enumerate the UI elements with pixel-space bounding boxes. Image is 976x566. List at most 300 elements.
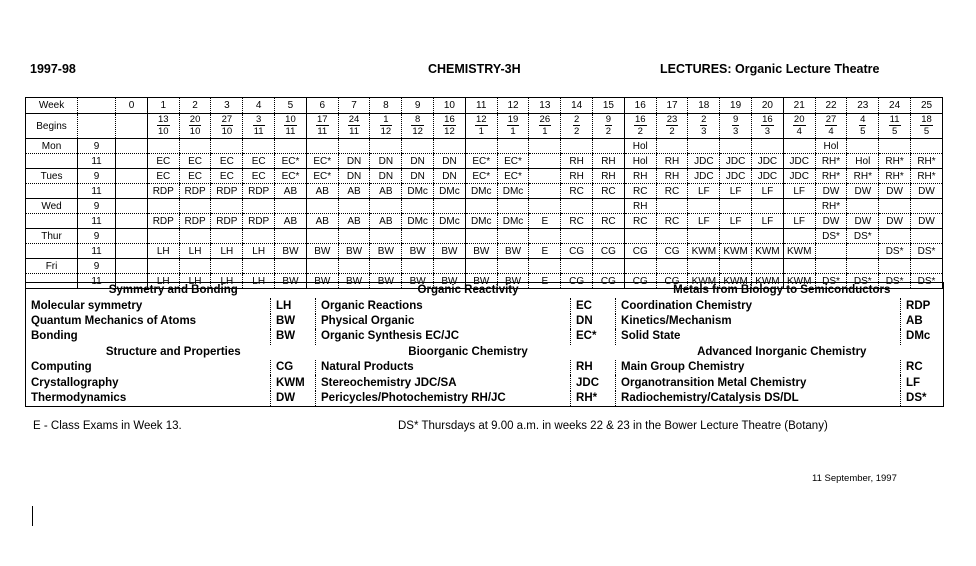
- schedule-cell: BW: [434, 274, 466, 289]
- schedule-cell: [465, 199, 497, 214]
- schedule-cell: RDP: [243, 184, 275, 199]
- legend-section-heading: Structure and Properties: [105, 345, 241, 358]
- legend-course-name: Coordination Chemistry: [616, 298, 901, 313]
- legend-course-name: Kinetics/Mechanism: [616, 314, 901, 329]
- begins-date-cell: [720, 114, 752, 139]
- week-start-day: 20: [189, 114, 201, 125]
- week-start-month: 11: [253, 126, 264, 137]
- schedule-cell: RDP: [243, 214, 275, 229]
- week-number-cell: 22: [815, 98, 847, 114]
- schedule-cell: EC: [211, 169, 243, 184]
- schedule-cell: LH: [179, 274, 211, 289]
- schedule-cell: RC: [593, 214, 625, 229]
- week-number-cell: 24: [879, 98, 911, 114]
- week-start-date: [539, 114, 552, 137]
- week-start-date: [859, 114, 866, 137]
- schedule-cell: LH: [179, 244, 211, 259]
- week-start-month: 12: [412, 126, 423, 137]
- week-number-cell: 0: [116, 98, 148, 114]
- schedule-cell: [847, 139, 879, 154]
- begins-date-cell: [911, 114, 943, 139]
- schedule-cell: [497, 259, 529, 274]
- text-caret: [32, 506, 33, 526]
- schedule-cell: [116, 244, 148, 259]
- week-start-month: 4: [796, 126, 802, 137]
- week-start-day: 26: [539, 114, 551, 125]
- schedule-cell: [911, 259, 943, 274]
- schedule-cell: [815, 259, 847, 274]
- week-start-month: 12: [380, 126, 392, 137]
- schedule-cell: KWM: [783, 274, 815, 289]
- schedule-cell: EC*: [275, 169, 307, 184]
- schedule-cell: [116, 169, 148, 184]
- legend-course-name: Main Group Chemistry: [616, 360, 901, 375]
- week-start-month: 11: [317, 126, 328, 137]
- legend-course-name: Crystallography: [26, 375, 271, 390]
- week-number-cell: 9: [402, 98, 434, 114]
- schedule-cell: [243, 229, 275, 244]
- schedule-cell: [783, 229, 815, 244]
- timetable-week-header-row: [26, 98, 943, 114]
- schedule-cell: [529, 229, 561, 244]
- time-label-11: 11: [78, 184, 116, 199]
- schedule-cell: DN: [338, 169, 370, 184]
- week-number-cell: 18: [688, 98, 720, 114]
- day-label-mon-cont: [26, 154, 78, 169]
- schedule-cell: [720, 229, 752, 244]
- schedule-cell: LH: [211, 274, 243, 289]
- schedule-cell: [529, 259, 561, 274]
- schedule-cell: [179, 139, 211, 154]
- schedule-cell: [275, 199, 307, 214]
- schedule-cell: [497, 229, 529, 244]
- legend-section-heading: Advanced Inorganic Chemistry: [697, 345, 867, 358]
- schedule-cell: CG: [593, 274, 625, 289]
- legend-section-heading: Bioorganic Chemistry: [408, 345, 528, 358]
- schedule-cell: [211, 229, 243, 244]
- schedule-cell: KWM: [783, 244, 815, 259]
- week-start-day: 2: [701, 114, 707, 125]
- legend-lecturer-code: RDP: [901, 298, 944, 313]
- week-start-date: [443, 114, 456, 137]
- schedule-cell: [529, 139, 561, 154]
- schedule-cell: [720, 199, 752, 214]
- legend-lecturer-code: LH: [271, 298, 316, 313]
- schedule-cell: [847, 244, 879, 259]
- footnote-ds-note: DS* Thursdays at 9.00 a.m. in weeks 22 & 23 in the Bower Lecture Theatre (Botany): [398, 420, 828, 432]
- schedule-cell: BW: [338, 244, 370, 259]
- schedule-cell: LF: [783, 184, 815, 199]
- document-date: 11 September, 1997: [812, 473, 897, 484]
- lectures-venue-label: LECTURES: Organic Lecture Theatre: [660, 62, 880, 76]
- schedule-cell: [465, 139, 497, 154]
- day-label-tues-cont: [26, 184, 78, 199]
- legend-row: [26, 329, 944, 344]
- schedule-cell: [116, 139, 148, 154]
- week-start-month: 12: [444, 126, 455, 137]
- day-label-thur: Thur: [26, 229, 78, 244]
- schedule-cell: DS*: [879, 274, 911, 289]
- legend-section-heading: Metals from Biology to Semiconductors: [673, 284, 891, 297]
- schedule-cell: RH*: [911, 169, 943, 184]
- schedule-cell: [720, 139, 752, 154]
- schedule-cell: [370, 199, 402, 214]
- timetable-container: [25, 97, 943, 289]
- schedule-cell: DMc: [402, 184, 434, 199]
- legend-lecturer-code: LF: [901, 375, 944, 390]
- schedule-cell: [783, 259, 815, 274]
- week-start-date: [507, 114, 520, 137]
- timetable-row-tues-11: [26, 184, 943, 199]
- week-number-cell: 16: [624, 98, 656, 114]
- timetable-row-thur-9: [26, 229, 943, 244]
- schedule-cell: [752, 229, 784, 244]
- schedule-cell: [116, 229, 148, 244]
- week-start-day: 9: [605, 114, 612, 125]
- schedule-cell: EC: [211, 154, 243, 169]
- schedule-cell: RH: [624, 169, 656, 184]
- week-number-cell: 20: [752, 98, 784, 114]
- timetable-row-mon-11: [26, 154, 943, 169]
- week-start-date: [253, 114, 265, 137]
- legend-section-heading: Symmetry and Bonding: [108, 284, 238, 297]
- legend-course-name: Molecular symmetry: [26, 298, 271, 313]
- schedule-cell: [275, 259, 307, 274]
- schedule-cell: DW: [879, 214, 911, 229]
- week-number-cell: 6: [306, 98, 338, 114]
- schedule-cell: [402, 229, 434, 244]
- schedule-cell: DS*: [815, 229, 847, 244]
- schedule-cell: AB: [275, 214, 307, 229]
- schedule-cell: [434, 139, 466, 154]
- schedule-cell: DMc: [434, 214, 466, 229]
- schedule-cell: DN: [370, 169, 402, 184]
- schedule-cell: [402, 199, 434, 214]
- schedule-cell: [306, 229, 338, 244]
- timetable-row-tues-9: [26, 169, 943, 184]
- legend-lecturer-code: DS*: [901, 391, 944, 407]
- schedule-cell: RH*: [815, 154, 847, 169]
- schedule-cell: JDC: [720, 154, 752, 169]
- legend-section-heading: Organic Reactivity: [417, 284, 519, 297]
- schedule-cell: [116, 184, 148, 199]
- week-start-day: 27: [825, 114, 837, 125]
- schedule-cell: JDC: [688, 154, 720, 169]
- schedule-cell: RH*: [879, 169, 911, 184]
- week-number-cell: 10: [434, 98, 466, 114]
- schedule-cell: DW: [847, 214, 879, 229]
- schedule-cell: RC: [624, 184, 656, 199]
- begins-date-cell: [434, 114, 466, 139]
- week-start-day: 13: [157, 114, 169, 125]
- schedule-cell: DW: [847, 184, 879, 199]
- legend-lecturer-code: KWM: [271, 375, 316, 390]
- legend-course-name: Computing: [26, 360, 271, 375]
- schedule-cell: [465, 259, 497, 274]
- schedule-cell: BW: [465, 244, 497, 259]
- schedule-cell: LF: [720, 184, 752, 199]
- lecture-timetable: [25, 97, 943, 289]
- schedule-cell: [656, 199, 688, 214]
- time-label-9: 9: [78, 169, 116, 184]
- schedule-cell: DS*: [911, 244, 943, 259]
- week-start-date: [700, 114, 707, 137]
- schedule-cell: [815, 244, 847, 259]
- schedule-cell: EC: [243, 154, 275, 169]
- legend-course-name: Natural Products: [316, 360, 571, 375]
- schedule-cell: [179, 199, 211, 214]
- week-number-cell: 1: [147, 98, 179, 114]
- footnote-class-exams: E - Class Exams in Week 13.: [33, 420, 182, 432]
- legend-course-name: Thermodynamics: [26, 391, 271, 407]
- schedule-cell: DS*: [847, 229, 879, 244]
- schedule-cell: CG: [656, 274, 688, 289]
- schedule-cell: [879, 199, 911, 214]
- schedule-cell: [306, 139, 338, 154]
- begins-date-cell: [179, 114, 211, 139]
- schedule-cell: LF: [688, 214, 720, 229]
- week-start-month: 5: [923, 126, 930, 137]
- schedule-cell: CG: [656, 244, 688, 259]
- week-start-date: [732, 114, 739, 137]
- timetable-row-wed-9: [26, 199, 943, 214]
- schedule-cell: [402, 259, 434, 274]
- schedule-cell: CG: [624, 274, 656, 289]
- schedule-cell: AB: [275, 184, 307, 199]
- legend-course-name: Organic Synthesis EC/JC: [316, 329, 571, 344]
- schedule-cell: [783, 139, 815, 154]
- week-number-cell: 21: [783, 98, 815, 114]
- week-start-day: 23: [666, 114, 678, 125]
- timetable-row-wed-11: [26, 214, 943, 229]
- begins-date-cell: [624, 114, 656, 139]
- academic-year-label: 1997-98: [30, 62, 76, 76]
- week-start-month: 3: [732, 126, 739, 137]
- schedule-cell: KWM: [688, 274, 720, 289]
- week-start-month: 11: [285, 126, 296, 137]
- week-start-day: 8: [411, 114, 424, 126]
- schedule-cell: [561, 139, 593, 154]
- week-start-month: 3: [701, 126, 707, 137]
- schedule-cell: AB: [306, 184, 338, 199]
- week-start-day: 10: [285, 114, 296, 125]
- begins-date-cell: [497, 114, 529, 139]
- schedule-cell: KWM: [688, 244, 720, 259]
- begins-date-cell: [116, 114, 148, 139]
- schedule-cell: RDP: [179, 184, 211, 199]
- schedule-cell: BW: [338, 274, 370, 289]
- week-start-month: 1: [478, 126, 484, 137]
- schedule-cell: DN: [402, 169, 434, 184]
- schedule-cell: [434, 259, 466, 274]
- begins-date-cell: [211, 114, 243, 139]
- schedule-cell: [593, 199, 625, 214]
- week-number-cell: 15: [593, 98, 625, 114]
- week-start-date: [221, 114, 234, 137]
- begins-date-cell: [243, 114, 275, 139]
- week-start-date: [666, 114, 679, 137]
- day-label-wed: Wed: [26, 199, 78, 214]
- week-number-cell: 25: [911, 98, 943, 114]
- schedule-cell: JDC: [752, 154, 784, 169]
- week-number-cell: 7: [338, 98, 370, 114]
- week-start-month: 10: [221, 126, 233, 137]
- legend-lecturer-code: BW: [271, 329, 316, 344]
- legend-section-row-top: [26, 283, 944, 299]
- legend-lecturer-code: RH: [571, 360, 616, 375]
- schedule-cell: [879, 229, 911, 244]
- schedule-cell: BW: [306, 244, 338, 259]
- schedule-cell: LF: [720, 214, 752, 229]
- week-start-date: [284, 114, 297, 137]
- schedule-cell: [370, 259, 402, 274]
- schedule-cell: [402, 139, 434, 154]
- schedule-cell: LF: [752, 214, 784, 229]
- week-start-month: 2: [669, 126, 675, 137]
- begins-date-cell: [783, 114, 815, 139]
- day-label-tues: Tues: [26, 169, 78, 184]
- schedule-cell: [529, 154, 561, 169]
- schedule-cell: [688, 259, 720, 274]
- schedule-cell: RDP: [147, 214, 179, 229]
- schedule-cell: DN: [434, 169, 466, 184]
- time-label-11: 11: [78, 154, 116, 169]
- schedule-cell: CG: [624, 244, 656, 259]
- legend-course-name: Organic Reactions: [316, 298, 571, 313]
- schedule-cell: [624, 259, 656, 274]
- schedule-cell: RH: [624, 199, 656, 214]
- week-start-day: 18: [921, 114, 932, 125]
- legend-course-name: Bonding: [26, 329, 271, 344]
- begins-date-cell: [656, 114, 688, 139]
- week-start-date: [157, 114, 170, 137]
- schedule-cell: [752, 139, 784, 154]
- time-label-11: 11: [78, 244, 116, 259]
- week-start-date: [475, 114, 488, 137]
- schedule-cell: JDC: [688, 169, 720, 184]
- week-start-date: [573, 114, 580, 137]
- schedule-cell: [147, 259, 179, 274]
- week-number-cell: 5: [275, 98, 307, 114]
- schedule-cell: DMc: [434, 184, 466, 199]
- schedule-cell: [434, 229, 466, 244]
- week-start-date: [316, 114, 329, 137]
- week-number-cell: 2: [179, 98, 211, 114]
- schedule-cell: [497, 139, 529, 154]
- week-start-day: 4: [860, 114, 866, 125]
- schedule-cell: [688, 229, 720, 244]
- legend-course-name: Quantum Mechanics of Atoms: [26, 314, 271, 329]
- schedule-cell: EC: [179, 154, 211, 169]
- schedule-cell: [529, 184, 561, 199]
- week-start-day: 27: [221, 114, 233, 125]
- day-label-thur-cont: [26, 244, 78, 259]
- schedule-cell: DW: [815, 214, 847, 229]
- schedule-cell: DW: [911, 214, 943, 229]
- week-number-cell: 14: [561, 98, 593, 114]
- schedule-cell: [306, 199, 338, 214]
- schedule-cell: [688, 199, 720, 214]
- begins-row-label: Begins: [26, 114, 78, 139]
- begins-date-cell: [338, 114, 370, 139]
- schedule-cell: LH: [147, 244, 179, 259]
- schedule-cell: [847, 259, 879, 274]
- legend-course-name: Radiochemistry/Catalysis DS/DL: [616, 391, 901, 407]
- schedule-cell: [656, 259, 688, 274]
- schedule-cell: AB: [338, 214, 370, 229]
- week-number-cell: 23: [847, 98, 879, 114]
- begins-date-cell: [402, 114, 434, 139]
- schedule-cell: DN: [338, 154, 370, 169]
- schedule-cell: [338, 229, 370, 244]
- schedule-cell: EC: [147, 169, 179, 184]
- timetable-begins-row: [26, 114, 943, 139]
- legend-row: [26, 391, 944, 407]
- schedule-cell: EC*: [465, 154, 497, 169]
- schedule-cell: BW: [275, 244, 307, 259]
- schedule-cell: [116, 259, 148, 274]
- begins-date-cell: [306, 114, 338, 139]
- week-start-date: [761, 114, 774, 137]
- legend-row: [26, 298, 944, 313]
- legend-lecturer-code: AB: [901, 314, 944, 329]
- schedule-cell: BW: [370, 244, 402, 259]
- week-start-month: 1: [510, 126, 516, 137]
- schedule-cell: BW: [497, 244, 529, 259]
- legend-row: [26, 375, 944, 390]
- week-start-day: 19: [507, 114, 519, 125]
- legend-lecturer-code: JDC: [571, 375, 616, 390]
- schedule-cell: [911, 199, 943, 214]
- course-legend: [25, 282, 944, 407]
- week-start-month: 1: [542, 126, 548, 137]
- schedule-cell: [116, 154, 148, 169]
- week-start-day: 1: [380, 114, 393, 126]
- schedule-cell: [243, 139, 275, 154]
- begins-date-cell: [752, 114, 784, 139]
- schedule-cell: CG: [593, 244, 625, 259]
- week-number-cell: 11: [465, 98, 497, 114]
- schedule-cell: CG: [561, 274, 593, 289]
- schedule-cell: RH*: [879, 154, 911, 169]
- schedule-cell: KWM: [720, 274, 752, 289]
- schedule-cell: DMc: [465, 184, 497, 199]
- legend-course-name: Organotransition Metal Chemistry: [616, 375, 901, 390]
- week-number-cell: 17: [656, 98, 688, 114]
- schedule-cell: [147, 199, 179, 214]
- legend-course-name: Physical Organic: [316, 314, 571, 329]
- week-start-date: [634, 114, 647, 137]
- schedule-cell: E: [529, 274, 561, 289]
- schedule-cell: RDP: [147, 184, 179, 199]
- schedule-cell: [720, 259, 752, 274]
- week-start-day: 24: [348, 114, 360, 125]
- schedule-cell: BW: [370, 274, 402, 289]
- week-start-date: [380, 114, 393, 137]
- schedule-cell: [593, 229, 625, 244]
- schedule-cell: LF: [688, 184, 720, 199]
- legend-lecturer-code: RH*: [571, 391, 616, 407]
- schedule-cell: RC: [561, 184, 593, 199]
- week-start-month: 5: [891, 126, 898, 137]
- legend-lecturer-code: DN: [571, 314, 616, 329]
- schedule-cell: AB: [370, 184, 402, 199]
- schedule-cell: LF: [752, 184, 784, 199]
- schedule-cell: BW: [497, 274, 529, 289]
- schedule-cell: DW: [911, 184, 943, 199]
- page-header: [30, 62, 942, 82]
- schedule-cell: RDP: [211, 214, 243, 229]
